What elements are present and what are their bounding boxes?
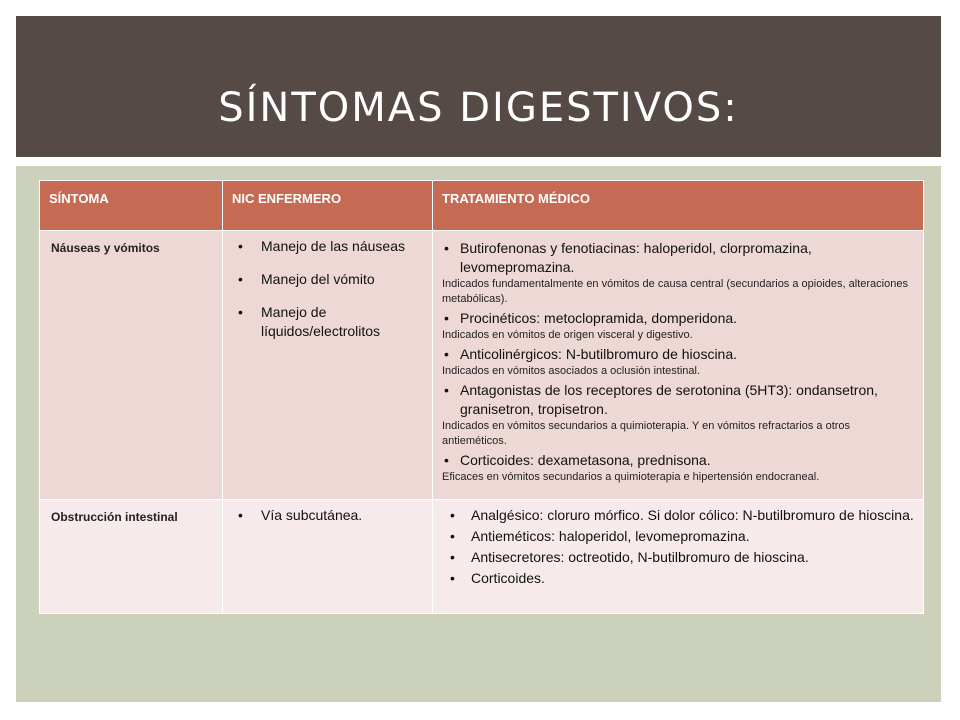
nic-item: • Manejo del vómito xyxy=(229,270,426,289)
table-row xyxy=(40,500,924,614)
treatment-note: Indicados en vómitos secundarios a quimioterapia. Y en vómitos refractarios a otros antieméticos. xyxy=(442,420,851,447)
treatment-drug: • Butirofenonas y fenotiacinas: haloperidol, clorpromazina, levomepromazina. xyxy=(439,239,917,277)
symptom-cell: Náuseas y vómitos xyxy=(40,231,223,500)
treatment-drug: • Procinéticos: metoclopramida, domperidona. xyxy=(439,309,917,328)
slide-title: SÍNTOMAS DIGESTIVOS: xyxy=(218,85,739,131)
nic-cell xyxy=(223,500,433,614)
table-row xyxy=(40,231,924,500)
treatment-drug: • Antisecretores: octreotido, N-butilbromuro de hioscina. xyxy=(439,548,917,567)
treatment-drug: • Corticoides: dexametasona, prednisona. xyxy=(439,451,917,470)
treatment-drug: • Analgésico: cloruro mórfico. Si dolor cólico: N-butilbromuro de hioscina. xyxy=(439,506,917,525)
treatment-drug: • Anticolinérgicos: N-butilbromuro de hioscina. xyxy=(439,345,917,364)
symptoms-table xyxy=(39,180,924,614)
header-symptom: SÍNTOMA xyxy=(40,181,223,231)
title-band xyxy=(16,16,941,157)
treatment-note: Indicados en vómitos de origen visceral y digestivo. xyxy=(442,329,693,341)
header-treatment: TRATAMIENTO MÉDICO xyxy=(433,181,924,231)
treatment-note: Eficaces en vómitos secundarios a quimioterapia e hipertensión endocraneal. xyxy=(442,471,820,483)
symptom-cell: Obstrucción intestinal xyxy=(40,500,223,614)
treatment-drug: • Antieméticos: haloperidol, levomepromazina. xyxy=(439,527,917,546)
nic-item: • Vía subcutánea. xyxy=(229,506,426,525)
treatment-drug: • Corticoides. xyxy=(439,569,917,588)
nic-cell xyxy=(223,231,433,500)
nic-item: • Manejo de las náuseas xyxy=(229,237,426,256)
nic-item: • Manejo de líquidos/electrolitos xyxy=(229,303,426,341)
treatment-drug: • Antagonistas de los receptores de serotonina (5HT3): ondansetron, granisetron, tropisetron. xyxy=(439,381,917,419)
header-nic: NIC ENFERMERO xyxy=(223,181,433,231)
treatment-cell xyxy=(433,231,924,500)
treatment-note: Indicados en vómitos asociados a oclusión intestinal. xyxy=(442,365,701,377)
table-header-row xyxy=(40,181,924,231)
treatment-note: Indicados fundamentalmente en vómitos de causa central (secundarios a opioides, alteraciones metabólicas). xyxy=(442,278,908,305)
treatment-cell xyxy=(433,500,924,614)
